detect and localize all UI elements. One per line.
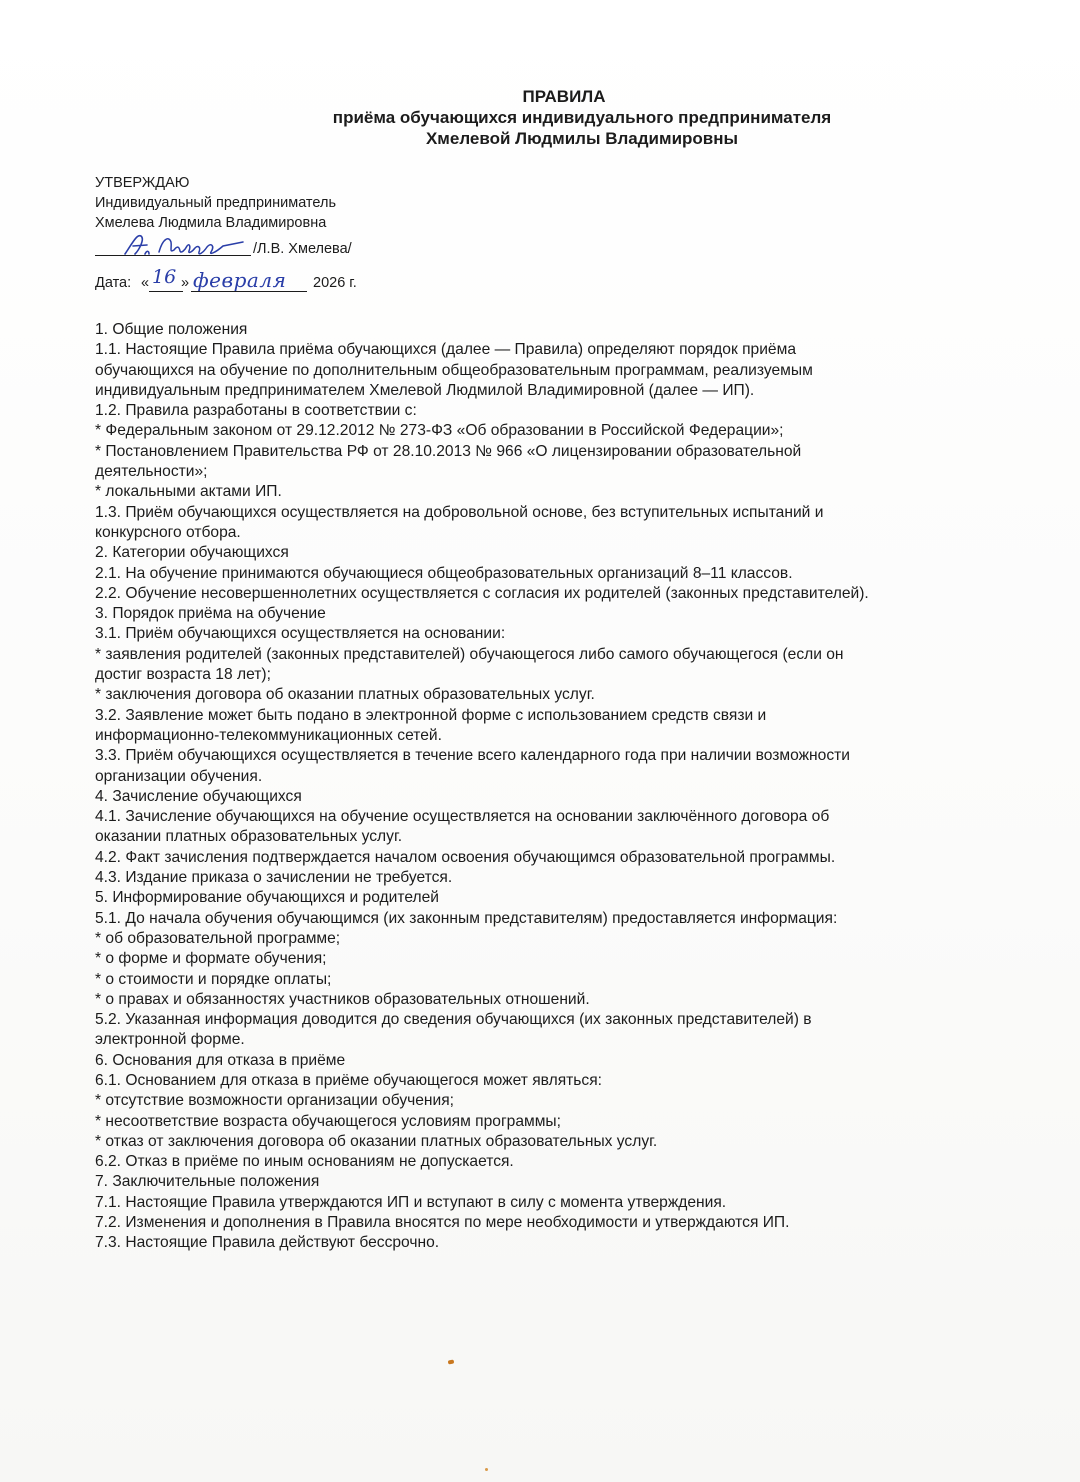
date-day-line <box>149 291 183 292</box>
signature-row <box>95 236 515 264</box>
text-line: 4.2. Факт зачисления подтверждается началом освоения обучающимся образовательной программы. <box>95 848 836 866</box>
text-line: 6.1. Основанием для отказа в приёме обучающегося может являться: <box>95 1071 602 1089</box>
text-line: * заключения договора об оказании платных образовательных услуг. <box>95 686 595 704</box>
text-line: 1.2. Правила разработаны в соответствии с: <box>95 402 417 420</box>
signature-name: /Л.В. Хмелева/ <box>253 241 352 257</box>
date-label: Дата: <box>95 275 132 291</box>
text-line: 1. Общие положения <box>95 321 248 338</box>
approval-name: Хмелева Людмила Владимировна <box>95 215 327 231</box>
text-line: * локальными актами ИП. <box>95 483 282 501</box>
title-line-1: ПРАВИЛА <box>522 87 606 106</box>
text-line: * отказ от заключения договора об оказании платных образовательных услуг. <box>95 1132 658 1150</box>
text-line: * о стоимости и порядке оплаты; <box>95 970 332 988</box>
text-line: 7.1. Настоящие Правила утверждаются ИП и вступают в силу с момента утверждения. <box>95 1193 727 1211</box>
text-line: организации обучения. <box>95 767 263 785</box>
text-line: оказании платных образовательных услуг. <box>95 828 403 846</box>
text-line: 2.2. Обучение несовершеннолетних осуществляется с согласия их родителей (законных представителей). <box>95 584 869 602</box>
text-line: 3.2. Заявление может быть подано в электронной форме с использованием средств связи и <box>95 706 767 724</box>
text-line: 5.1. До начала обучения обучающимся (их законным представителям) предоставляется информация: <box>95 909 838 927</box>
date-row <box>95 266 515 298</box>
text-line: 7.2. Изменения и дополнения в Правила вносятся по мере необходимости и утверждаются ИП. <box>95 1214 790 1232</box>
text-line: * Постановлением Правительства РФ от 28.10.2013 № 966 «О лицензировании образовательной <box>95 442 802 460</box>
text-line: обучающихся на обучение по дополнительным общеобразовательным программам, реализуемым <box>95 361 813 379</box>
text-line: 1.3. Приём обучающихся осуществляется на добровольной основе, без вступительных испытаний и <box>95 503 824 521</box>
text-line: 3.1. Приём обучающихся осуществляется на основании: <box>95 625 506 643</box>
text-line: * заявления родителей (законных представителей) обучающегося либо самого обучающегося (если он <box>95 645 844 663</box>
text-line: * о правах и обязанностях участников образовательных отношений. <box>95 990 590 1008</box>
text-line: * о форме и формате обучения; <box>95 950 327 968</box>
text-line: 4.1. Зачисление обучающихся на обучение осуществляется на основании заключённого договора об <box>95 808 830 826</box>
title-line-2: приёма обучающихся индивидуального предпринимателя <box>332 108 832 127</box>
text-line: 5.2. Указанная информация доводится до сведения обучающихся (их законных представителей) в <box>95 1011 812 1029</box>
text-line: 2. Категории обучающихся <box>95 544 289 562</box>
text-line: 7.3. Настоящие Правила действуют бессрочно. <box>95 1234 440 1252</box>
text-line: 5. Информирование обучающихся и родителей <box>95 889 439 907</box>
date-quote-open: « <box>141 275 150 291</box>
title-line-3: Хмелевой Людмилы Владимировны <box>425 129 739 148</box>
rules-body <box>95 320 1030 1254</box>
approval-block <box>95 173 515 233</box>
text-line: * Федеральным законом от 29.12.2012 № 273-ФЗ «Об образовании в Российской Федерации»; <box>95 422 784 440</box>
text-line: 3.3. Приём обучающихся осуществляется в течение всего календарного года при наличии возможности <box>95 747 850 765</box>
date-year: 2026 г. <box>313 275 357 291</box>
ink-dot <box>485 1468 488 1471</box>
text-line: * об образовательной программе; <box>95 929 341 947</box>
text-line: * отсутствие возможности организации обучения; <box>95 1092 455 1110</box>
text-line: электронной форме. <box>95 1031 245 1049</box>
text-line: информационно-телекоммуникационных сетей. <box>95 726 442 744</box>
document-title <box>0 86 1080 149</box>
handwritten-signature <box>119 232 259 258</box>
text-line: 7. Заключительные положения <box>95 1173 320 1191</box>
approval-heading: УТВЕРЖДАЮ <box>95 175 190 191</box>
text-line: 2.1. На обучение принимаются обучающиеся общеобразовательных организаций 8–11 классов. <box>95 564 793 582</box>
ink-mark <box>448 1359 455 1364</box>
approval-position: Индивидуальный предприниматель <box>95 195 337 211</box>
text-line: деятельности»; <box>95 463 208 481</box>
text-line: * несоответствие возраста обучающегося условиям программы; <box>95 1112 561 1130</box>
date-day-handwritten: 16 <box>152 266 177 288</box>
date-quote-close: » <box>181 275 190 291</box>
text-line: 6. Основания для отказа в приёме <box>95 1051 346 1069</box>
text-line: 1.1. Настоящие Правила приёма обучающихся (далее — Правила) определяют порядок приёма <box>95 341 796 359</box>
text-line: конкурсного отбора. <box>95 523 241 541</box>
text-line: достиг возраста 18 лет); <box>95 666 271 684</box>
text-line: индивидуальным предпринимателем Хмелевой Людмилой Владимировной (далее — ИП). <box>95 381 755 399</box>
text-line: 4.3. Издание приказа о зачислении не требуется. <box>95 869 453 887</box>
date-month-handwritten: февраля <box>193 268 287 292</box>
text-line: 6.2. Отказ в приёме по иным основаниям не допускается. <box>95 1153 514 1171</box>
text-line: 4. Зачисление обучающихся <box>95 787 302 805</box>
text-line: 3. Порядок приёма на обучение <box>95 605 326 623</box>
